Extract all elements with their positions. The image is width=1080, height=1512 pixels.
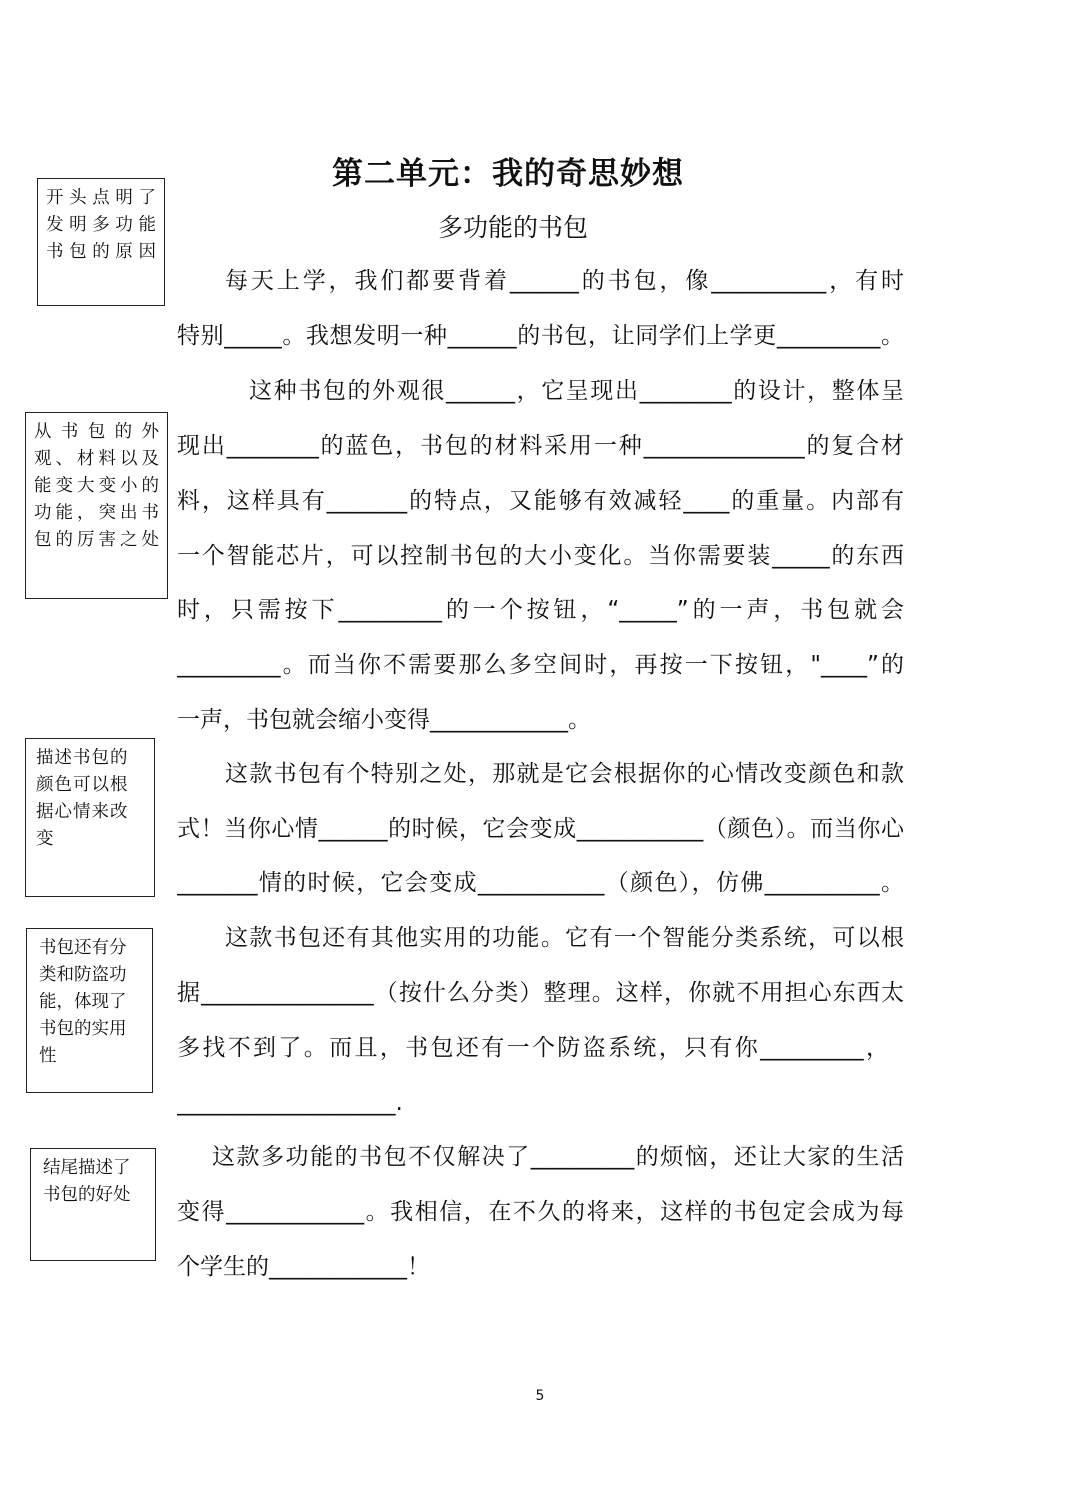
- text-line: 特别_____。我想发明一种______的书包，让同学们上学更_________。: [177, 323, 904, 349]
- text-line: 个学生的____________！: [177, 1254, 430, 1280]
- text-line: 每天上学，我们都要背着______的书包，像__________，有时: [225, 268, 904, 294]
- note-line: 书包的原因: [46, 242, 156, 262]
- margin-note-ending: [30, 1148, 156, 1261]
- text-line: ___________________.: [177, 1090, 403, 1116]
- margin-note-functions: [26, 928, 153, 1093]
- margin-note-appearance: [25, 412, 168, 599]
- note-line: 性: [39, 1046, 57, 1066]
- text-line: _________。而当你不需要那么多空间时，再按一下按钮，"____”的: [177, 652, 904, 678]
- text-line: 多找不到了。而且，书包还有一个防盗系统，只有你_________，: [177, 1035, 889, 1061]
- note-line: 开头点明了: [46, 188, 156, 208]
- text-line: 式！当你心情______的时候，它会变成___________（颜色）。而当你心: [177, 816, 904, 842]
- note-line: 结尾描述了: [43, 1158, 131, 1178]
- text-line: 这款多功能的书包不仅解决了_________的烦恼，还让大家的生活: [212, 1144, 904, 1170]
- note-line: 能变大变小的: [34, 476, 159, 496]
- text-line: _______情的时候，它会变成___________（颜色），仿佛__________。: [177, 870, 904, 896]
- note-line: 书包的好处: [43, 1185, 131, 1205]
- note-line: 据心情来改: [36, 802, 129, 822]
- text-line: 据_______________（按什么分类）整理。这样，你就不用担心东西太: [177, 980, 904, 1006]
- text-line: 料，这样具有_______的特点，又能够有效减轻____的重量。内部有: [177, 488, 904, 514]
- margin-note-intro: [37, 178, 165, 306]
- text-line: 一个智能芯片，可以控制书包的大小变化。当你需要装_____的东西: [177, 543, 904, 569]
- text-line: 变得____________。我相信，在不久的将来，这样的书包定会成为每: [177, 1199, 904, 1225]
- note-line: 描述书包的: [36, 748, 129, 768]
- note-line: 书包还有分: [39, 938, 127, 958]
- page-title: 第二单元：我的奇思妙想: [332, 156, 684, 192]
- note-line: 包的厉害之处: [34, 530, 159, 550]
- text-line: 一声，书包就会缩小变得____________。: [177, 707, 591, 733]
- note-line: 发明多功能: [46, 215, 156, 235]
- note-line: 变: [36, 829, 54, 849]
- note-line: 类和防盗功: [39, 965, 127, 985]
- essay-title: 多功能的书包: [437, 213, 588, 242]
- note-line: 从书包的外: [34, 422, 159, 442]
- text-line: 这种书包的外观很______，它呈现出________的设计，整体呈: [249, 378, 904, 404]
- page-number: 5: [535, 1388, 545, 1404]
- note-line: 书包的实用: [39, 1019, 127, 1039]
- note-line: 颜色可以根: [36, 775, 129, 795]
- note-line: 能，体现了: [39, 992, 127, 1012]
- margin-note-color: [25, 738, 155, 897]
- note-line: 观、材料以及: [34, 449, 159, 469]
- text-line: 这款书包还有其他实用的功能。它有一个智能分类系统，可以根: [225, 925, 904, 951]
- text-line: 时，只需按下_________的一个按钮，“_____”的一声，书包就会: [177, 597, 904, 623]
- text-line: 这款书包有个特别之处，那就是它会根据你的心情改变颜色和款: [225, 761, 904, 787]
- text-line: 现出________的蓝色，书包的材料采用一种______________的复合材: [177, 433, 904, 459]
- note-line: 功能，突出书: [34, 503, 159, 523]
